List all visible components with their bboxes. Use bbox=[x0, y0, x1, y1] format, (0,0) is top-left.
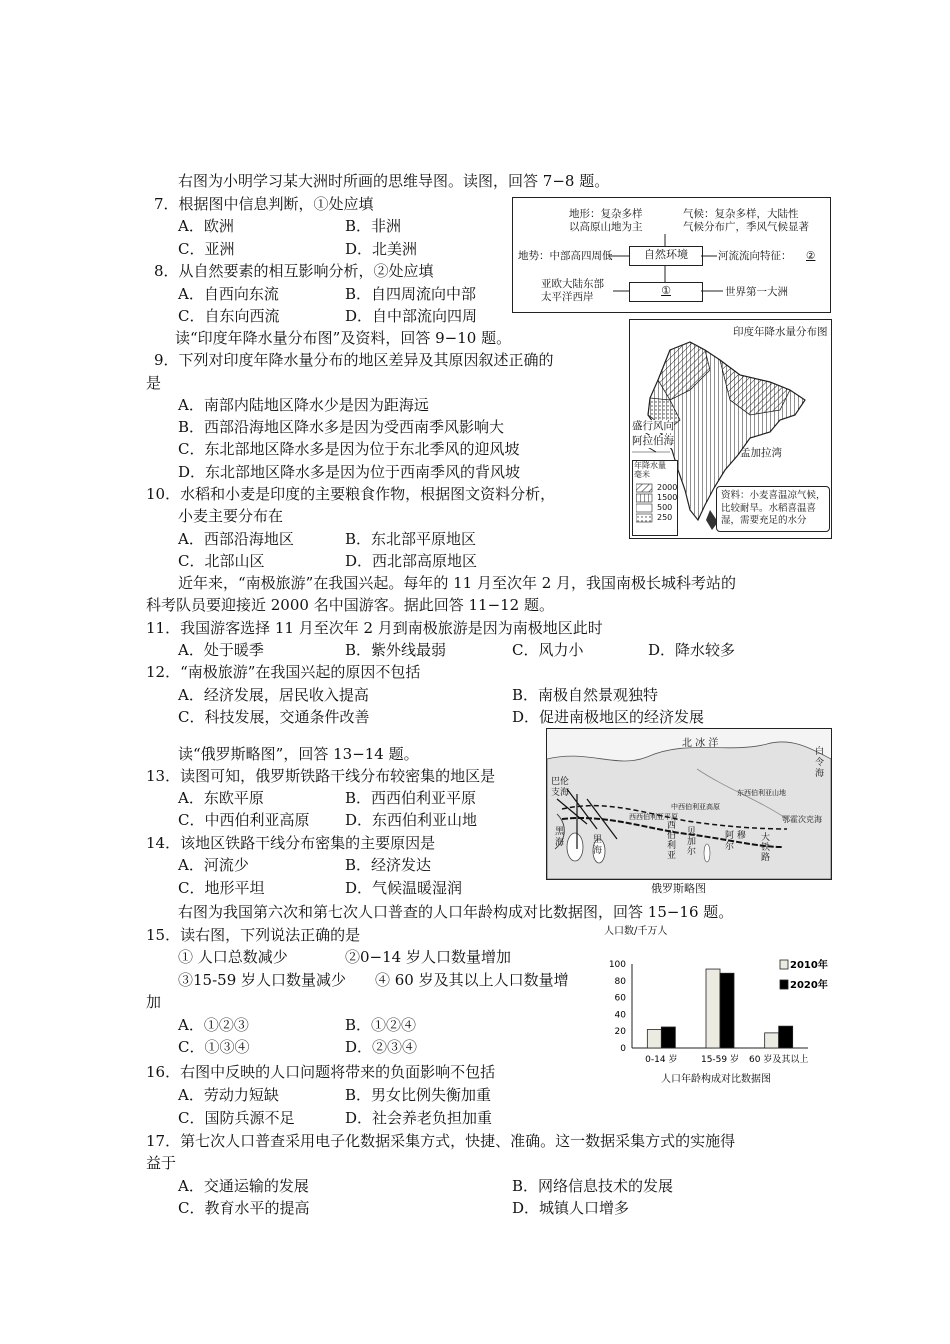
russia-baikal: 贝 加 尔 bbox=[687, 827, 697, 857]
population-chart bbox=[596, 920, 836, 1090]
population-chart-svg bbox=[596, 920, 836, 1090]
russia-plain: 西西伯利亚平原 bbox=[629, 813, 678, 821]
russia-arctic: 北 冰 洋 bbox=[682, 738, 719, 749]
india-arabian-sea: 阿拉伯海 bbox=[632, 435, 674, 447]
legend-1500: 1500 bbox=[657, 493, 678, 502]
russia-bering: 白 令 海 bbox=[815, 747, 825, 779]
russia-map-caption: 俄罗斯略图 bbox=[651, 882, 706, 895]
q13-option-d[interactable]: D．东西伯利亚山地 bbox=[345, 811, 478, 829]
mindmap-center: 自然环境 bbox=[629, 246, 703, 266]
q16-stem: 16．右图中反映的人口问题将带来的负面影响不包括 bbox=[146, 1063, 496, 1081]
q10-option-c[interactable]: C．北部山区 bbox=[178, 552, 265, 570]
india-wind-label: 盛行风向 bbox=[632, 420, 674, 432]
chart-ytick-label: 80 bbox=[614, 976, 626, 987]
q9-option-b[interactable]: B．西部沿海地区降水多是因为受西南季风影响大 bbox=[178, 418, 505, 436]
q14-stem: 14．该地区铁路干线分布密集的主要原因是 bbox=[146, 834, 436, 852]
chart-bar bbox=[647, 1030, 661, 1048]
q12-stem: 12．“南极旅游”在我国兴起的原因不包括 bbox=[146, 663, 421, 681]
q14-option-a[interactable]: A．河流少 bbox=[178, 856, 249, 874]
legend-250: 250 bbox=[657, 513, 673, 522]
intro-15-16: 右图为我国第六次和第七次人口普查的人口年龄构成对比数据图，回答 15−16 题。 bbox=[178, 903, 734, 921]
q17-option-b[interactable]: B．网络信息技术的发展 bbox=[512, 1177, 674, 1195]
q8-option-b[interactable]: B．自四周流向中部 bbox=[345, 285, 477, 303]
legend-swatches bbox=[636, 483, 656, 533]
chart-category-label: 0-14 岁 bbox=[645, 1055, 678, 1065]
chart-bar bbox=[720, 973, 734, 1048]
q9-option-d[interactable]: D．东北部地区降水多是因为位于西南季风的背风坡 bbox=[178, 463, 521, 481]
q16-option-b[interactable]: B．男女比例失衡加重 bbox=[345, 1086, 492, 1104]
russia-okhotsk: 鄂霍次克海 bbox=[782, 815, 822, 824]
q16-option-c[interactable]: C．国防兵源不足 bbox=[178, 1109, 295, 1127]
intro-13-14: 读“俄罗斯略图”，回答 13−14 题。 bbox=[178, 745, 419, 763]
mindmap-relief: 地势：中部高四周低 bbox=[518, 250, 613, 262]
india-note: 资料：小麦喜温凉气候， 比较耐旱。水稻喜温喜 湿，需要充足的水分 bbox=[721, 490, 826, 526]
russia-siberia: 西 伯 利 亚 bbox=[667, 821, 677, 861]
russia-railway: 大 铁 路 bbox=[761, 833, 771, 863]
chart-legend-label: 2010年 bbox=[790, 960, 828, 971]
q7-option-b[interactable]: B．非洲 bbox=[345, 217, 402, 235]
legend-2000: 2000 bbox=[657, 483, 678, 492]
q10-stem: 10．水稻和小麦是印度的主要粮食作物，根据图文资料分析， bbox=[146, 485, 556, 503]
mindmap-terrain: 地形：复杂多样 以高原山地为主 bbox=[569, 208, 643, 233]
q8-stem: 8．从自然要素的相互影响分析，②处应填 bbox=[154, 262, 434, 280]
mind-map bbox=[512, 197, 831, 313]
intro-7-8: 右图为小明学习某大洲时所画的思维导图。读图，回答 7−8 题。 bbox=[178, 172, 610, 190]
russia-map bbox=[546, 728, 832, 880]
q8-option-d[interactable]: D．自中部流向四周 bbox=[345, 307, 478, 325]
q9-option-a[interactable]: A．南部内陆地区降水少是因为距海远 bbox=[178, 396, 429, 414]
q15-statement-1: ① 人口总数减少 bbox=[178, 948, 288, 966]
q16-option-d[interactable]: D．社会养老负担加重 bbox=[345, 1109, 493, 1127]
intro-11-12: 近年来，“南极旅游”在我国兴起。每年的 11 月至次年 2 月，我国南极长城科考站的 bbox=[178, 574, 737, 592]
russia-amur: 阿 穆 尔 bbox=[725, 831, 746, 852]
q14-option-d[interactable]: D．气候温暖湿润 bbox=[345, 879, 463, 897]
q17-option-c[interactable]: C．教育水平的提高 bbox=[178, 1199, 310, 1217]
q15-stem: 15．读右图，下列说法正确的是 bbox=[146, 926, 361, 944]
q15-statement-2: ②0−14 岁人口数量增加 bbox=[345, 948, 511, 966]
chart-legend-swatch bbox=[780, 980, 788, 989]
q15-statement-4: ④ 60 岁及其以上人口数量增 bbox=[375, 971, 569, 989]
chart-ytick-label: 20 bbox=[614, 1027, 626, 1038]
q12-option-d[interactable]: D．促进南极地区的经济发展 bbox=[512, 708, 705, 726]
chart-legend-swatch bbox=[780, 960, 788, 969]
legend-500: 500 bbox=[657, 503, 673, 512]
q7-option-c[interactable]: C．亚洲 bbox=[178, 240, 235, 258]
mindmap-connectors bbox=[513, 198, 830, 312]
q13-option-c[interactable]: C．中西伯利亚高原 bbox=[178, 811, 310, 829]
q12-option-b[interactable]: B．南极自然景观独特 bbox=[512, 686, 659, 704]
q13-stem: 13．读图可知，俄罗斯铁路干线分布较密集的地区是 bbox=[146, 767, 496, 785]
q17-option-d[interactable]: D．城镇人口增多 bbox=[512, 1199, 630, 1217]
mindmap-climate: 气候：复杂多样，大陆性 气候分布广，季风气候显著 bbox=[683, 208, 809, 233]
mindmap-largest: 世界第一大洲 bbox=[725, 286, 788, 298]
chart-ytick-label: 100 bbox=[608, 960, 626, 970]
q14-option-b[interactable]: B．经济发达 bbox=[345, 856, 432, 874]
q11-stem: 11．我国游客选择 11 月至次年 2 月到南极旅游是因为南极地区此时 bbox=[146, 619, 603, 637]
q11-option-d[interactable]: D．降水较多 bbox=[648, 641, 736, 659]
chart-bar bbox=[706, 969, 720, 1048]
q12-option-c[interactable]: C．科技发展，交通条件改善 bbox=[178, 708, 370, 726]
india-rainfall-map bbox=[629, 319, 832, 539]
q7-option-a[interactable]: A．欧洲 bbox=[178, 217, 234, 235]
russia-black-sea: 黑 海 bbox=[555, 827, 565, 848]
q10-option-a[interactable]: A．西部沿海地区 bbox=[178, 530, 294, 548]
q17-stem-cont: 益于 bbox=[146, 1154, 177, 1172]
q15-statement-3: ③15-59 岁人口数量减少 bbox=[178, 971, 347, 989]
chart-bar bbox=[779, 1026, 793, 1048]
india-legend bbox=[632, 460, 678, 536]
intro-11-12-cont: 科考队员要迎接近 2000 名中国游客。据此回答 11−12 题。 bbox=[146, 596, 554, 614]
q15-option-b[interactable]: B．①②④ bbox=[345, 1016, 417, 1034]
q11-option-a[interactable]: A．处于暖季 bbox=[178, 641, 264, 659]
q15-option-c[interactable]: C．①③④ bbox=[178, 1038, 250, 1056]
mindmap-river: 河流流向特征： bbox=[718, 250, 792, 262]
q13-option-b[interactable]: B．西西伯利亚平原 bbox=[345, 789, 477, 807]
chart-category-label: 15-59 岁 bbox=[700, 1055, 740, 1065]
chart-legend-label: 2020年 bbox=[790, 980, 828, 991]
russia-barents: 巴伦 支海 bbox=[551, 777, 570, 798]
q7-stem: 7．根据图中信息判断，①处应填 bbox=[154, 195, 374, 213]
russia-caspian: 里 海 bbox=[593, 835, 603, 856]
india-note-box bbox=[716, 486, 830, 532]
lake-baikal bbox=[704, 844, 710, 862]
q17-stem: 17．第七次人口普查采用电子化数据采集方式，快捷、准确。这一数据采集方式的实施得 bbox=[146, 1132, 736, 1150]
q9-stem: 9．下列对印度年降水量分布的地区差异及其原因叙述正确的 bbox=[154, 351, 554, 369]
q8-option-a[interactable]: A．自西向东流 bbox=[178, 285, 279, 303]
india-legend-title: 年降水量 毫米 bbox=[634, 461, 666, 479]
q15-statement-4-cont: 加 bbox=[146, 993, 162, 1011]
q14-option-c[interactable]: C．地形平坦 bbox=[178, 879, 265, 897]
mindmap-blank-1: ① bbox=[661, 284, 671, 297]
q10-stem-cont: 小麦主要分布在 bbox=[178, 507, 284, 525]
q10-option-d[interactable]: D．西北部高原地区 bbox=[345, 552, 478, 570]
q11-option-b[interactable]: B．紫外线最弱 bbox=[345, 641, 447, 659]
chart-category-label: 60 岁及其以上 bbox=[749, 1055, 809, 1065]
q10-option-b[interactable]: B．东北部平原地区 bbox=[345, 530, 477, 548]
russia-mountain: 东西伯利亚山地 bbox=[737, 789, 786, 797]
q16-option-a[interactable]: A．劳动力短缺 bbox=[178, 1086, 279, 1104]
india-bay-of-bengal: 孟加拉湾 bbox=[740, 447, 782, 459]
q9-option-c[interactable]: C．东北部地区降水多是因为位于东北季风的迎风坡 bbox=[178, 440, 520, 458]
russia-plateau: 中西伯利亚高原 bbox=[671, 803, 720, 811]
q11-option-c[interactable]: C．风力小 bbox=[512, 641, 584, 659]
q17-option-a[interactable]: A．交通运输的发展 bbox=[178, 1177, 309, 1195]
q7-option-d[interactable]: D．北美洲 bbox=[345, 240, 418, 258]
chart-title: 人口年龄构成对比数据图 bbox=[661, 1074, 771, 1085]
chart-bar bbox=[661, 1027, 675, 1048]
mindmap-location: 亚欧大陆东部 太平洋西岸 bbox=[541, 278, 604, 303]
q15-option-d[interactable]: D．②③④ bbox=[345, 1038, 418, 1056]
black-sea bbox=[567, 833, 583, 861]
chart-ytick-label: 40 bbox=[614, 1010, 626, 1021]
intro-9-10: 读“印度年降水量分布图”及资料，回答 9−10 题。 bbox=[175, 329, 512, 347]
q8-option-c[interactable]: C．自东向西流 bbox=[178, 307, 280, 325]
mindmap-blank-2: ② bbox=[806, 250, 816, 262]
q12-option-a[interactable]: A．经济发展，居民收入提高 bbox=[178, 686, 369, 704]
q9-stem-cont: 是 bbox=[146, 374, 162, 392]
chart-ytick-label: 60 bbox=[614, 993, 626, 1004]
q15-option-a[interactable]: A．①②③ bbox=[178, 1016, 249, 1034]
chart-ytick-label: 0 bbox=[620, 1044, 626, 1054]
chart-bar bbox=[765, 1033, 779, 1048]
q13-option-a[interactable]: A．东欧平原 bbox=[178, 789, 264, 807]
chart-ylabel: 人口数/千万人 bbox=[604, 926, 668, 937]
india-map-title: 印度年降水量分布图 bbox=[733, 326, 828, 338]
